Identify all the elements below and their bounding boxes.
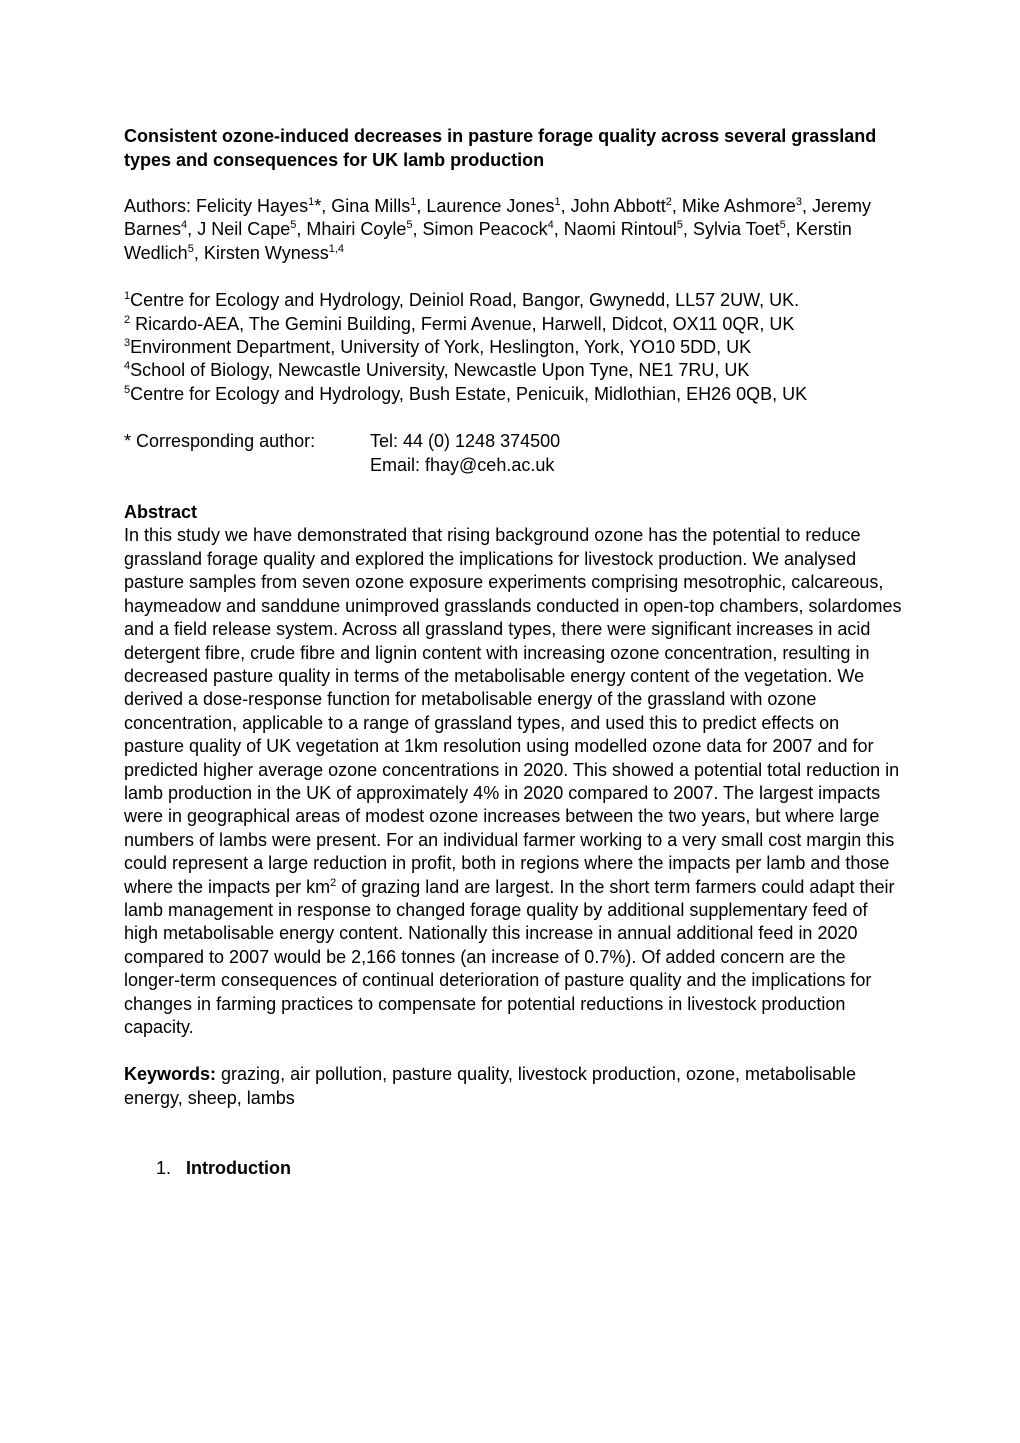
- corresponding-author-email[interactable]: Email: fhay@ceh.ac.uk: [370, 454, 555, 475]
- section-title: Introduction: [186, 1158, 291, 1179]
- affiliation-text: Centre for Ecology and Hydrology, Bush Estate, Penicuik, Midlothian, EH26 0QB, UK: [130, 383, 808, 404]
- author-name: Felicity Hayes: [196, 196, 309, 216]
- abstract-text-continued: of grazing land are largest. In the short term farmers could adapt their lamb management in response to changed forage quality by additional supplementary feed of high metabolisable energy content. Nationally this increase in annual additional feed in 2020 compared to 2007 would be 2,166 tonnes (an increase of 0.7%). Of added concern are the longer-term consequences of continual deterioration of pasture quality and the implications for changes in farming practices to compensate for potential reductions in livestock production capacity.: [124, 876, 895, 1037]
- authors-label: Authors:: [124, 196, 197, 216]
- author-name: John Abbott: [570, 196, 666, 216]
- author-name: Mike Ashmore: [681, 196, 796, 216]
- affiliation-text: Ricardo-AEA, The Gemini Building, Fermi Avenue, Harwell, Didcot, OX11 0QR, UK: [130, 313, 795, 334]
- affiliation-mark: 5: [124, 383, 131, 396]
- author-separator: ,: [296, 219, 307, 240]
- author-affiliation-mark: 3: [795, 196, 803, 208]
- keywords-label: Keywords:: [124, 1064, 217, 1085]
- author-affiliation-mark: 1,4: [328, 242, 345, 255]
- author-name: Laurence Jones: [426, 196, 555, 216]
- affiliation: [124, 359, 904, 382]
- author-separator: ,: [682, 219, 693, 240]
- author-affiliation-mark: 5: [406, 219, 413, 232]
- affiliation-text: Centre for Ecology and Hydrology, Deiniol Road, Bangor, Gwynedd, LL57 2UW, UK.: [130, 290, 800, 311]
- paper-page: [124, 124, 904, 1181]
- author-separator: ,: [560, 196, 571, 216]
- affiliation-mark: 2: [124, 313, 131, 326]
- author-name: Simon Peacock: [422, 219, 548, 240]
- author-name: J Neil Cape: [197, 219, 291, 240]
- author-name: Kerstin Wedlich: [124, 219, 852, 263]
- author-affiliation-mark: 5: [187, 242, 194, 255]
- author-affiliation-mark: 1: [308, 196, 315, 208]
- author-name: Mhairi Coyle: [306, 219, 407, 240]
- author-list: [124, 195, 904, 265]
- keywords: [124, 1063, 904, 1110]
- corresponding-author: [124, 430, 904, 477]
- paper-title: Consistent ozone-induced decreases in pasture forage quality across several grassland types and consequences for UK lamb production: [124, 126, 877, 170]
- author-separator: ,: [671, 196, 682, 216]
- author-affiliation-mark: 5: [676, 219, 683, 232]
- affiliation-mark: 3: [124, 337, 131, 350]
- author-affiliation-mark: 1: [554, 196, 561, 208]
- keywords-text: grazing, air pollution, pasture quality, livestock production, ozone, metabolisable energy, sheep, lambs: [124, 1064, 857, 1108]
- affiliation-mark: 1: [124, 290, 131, 303]
- affiliation: [124, 336, 904, 359]
- author-separator: ,: [193, 242, 204, 263]
- affiliation-list: [124, 289, 904, 406]
- author-separator: ,: [802, 196, 813, 216]
- affiliation-mark: 4: [124, 360, 131, 373]
- author-affiliation-mark: 4: [181, 219, 188, 232]
- affiliation: [124, 383, 904, 406]
- abstract-body: [124, 524, 904, 1039]
- corresponding-author-label: * Corresponding author:: [124, 431, 316, 452]
- author-separator: ,: [785, 219, 796, 240]
- author-affiliation-mark: 5: [290, 219, 297, 232]
- abstract-heading: Abstract: [124, 502, 198, 523]
- author-separator: ,: [553, 219, 564, 240]
- author-name: Sylvia Toet: [692, 219, 780, 240]
- corresponding-author-contact: [370, 430, 560, 477]
- affiliation: [124, 289, 904, 312]
- author-separator: ,: [187, 219, 198, 240]
- section-heading-introduction: [156, 1157, 904, 1180]
- affiliation-text: Environment Department, University of York, Heslington, York, YO10 5DD, UK: [130, 337, 752, 358]
- abstract-superscript: 2: [330, 876, 337, 889]
- corresponding-author-tel: Tel: 44 (0) 1248 374500: [370, 431, 561, 452]
- author-name: Gina Mills: [331, 196, 411, 216]
- author-separator: *,: [314, 196, 332, 216]
- abstract-text: In this study we have demonstrated that rising background ozone has the potential to reduce grassland forage quality and explored the implications for livestock production. We analysed pasture samples from seven ozone exposure experiments comprising mesotrophic, calcareous, haymeadow and sanddune unimproved grasslands conducted in open-top chambers, solardomes and a field release system. Across all grassland types, there were significant increases in acid detergent fibre, crude fibre and lignin content with increasing ozone concentration, resulting in decreased pasture quality in terms of the metabolisable energy content of the vegetation. We derived a dose-response function for metabolisable energy of the grassland with ozone concentration, applicable to a range of grassland types, and used this to predict effects on pasture quality of UK vegetation at 1km resolution using modelled ozone data for 2007 and for predicted higher average ozone concentrations in 2020. This showed a potential total reduction in lamb production in the UK of approximately 4% in 2020 compared to 2007. The largest impacts were in geographical areas of modest ozone increases between the two years, but where large numbers of lambs were present. For an individual farmer working to a very small cost margin this could represent a large reduction in profit, both in regions where the impacts per lamb and those where the impacts per km: [124, 525, 902, 897]
- author-name: Naomi Rintoul: [563, 219, 677, 240]
- author-separator: ,: [412, 219, 423, 240]
- author-affiliation-mark: 2: [665, 196, 672, 208]
- affiliation: [124, 313, 904, 336]
- section-number: 1.: [156, 1158, 172, 1179]
- author-separator: ,: [416, 196, 427, 216]
- affiliation-text: School of Biology, Newcastle University, Newcastle Upon Tyne, NE1 7RU, UK: [130, 360, 750, 381]
- author-affiliation-mark: 5: [779, 219, 786, 232]
- author-name: Kirsten Wyness: [203, 242, 329, 263]
- author-name: Jeremy Barnes: [124, 196, 872, 240]
- author-affiliation-mark: 1: [410, 196, 417, 208]
- author-affiliation-mark: 4: [547, 219, 554, 232]
